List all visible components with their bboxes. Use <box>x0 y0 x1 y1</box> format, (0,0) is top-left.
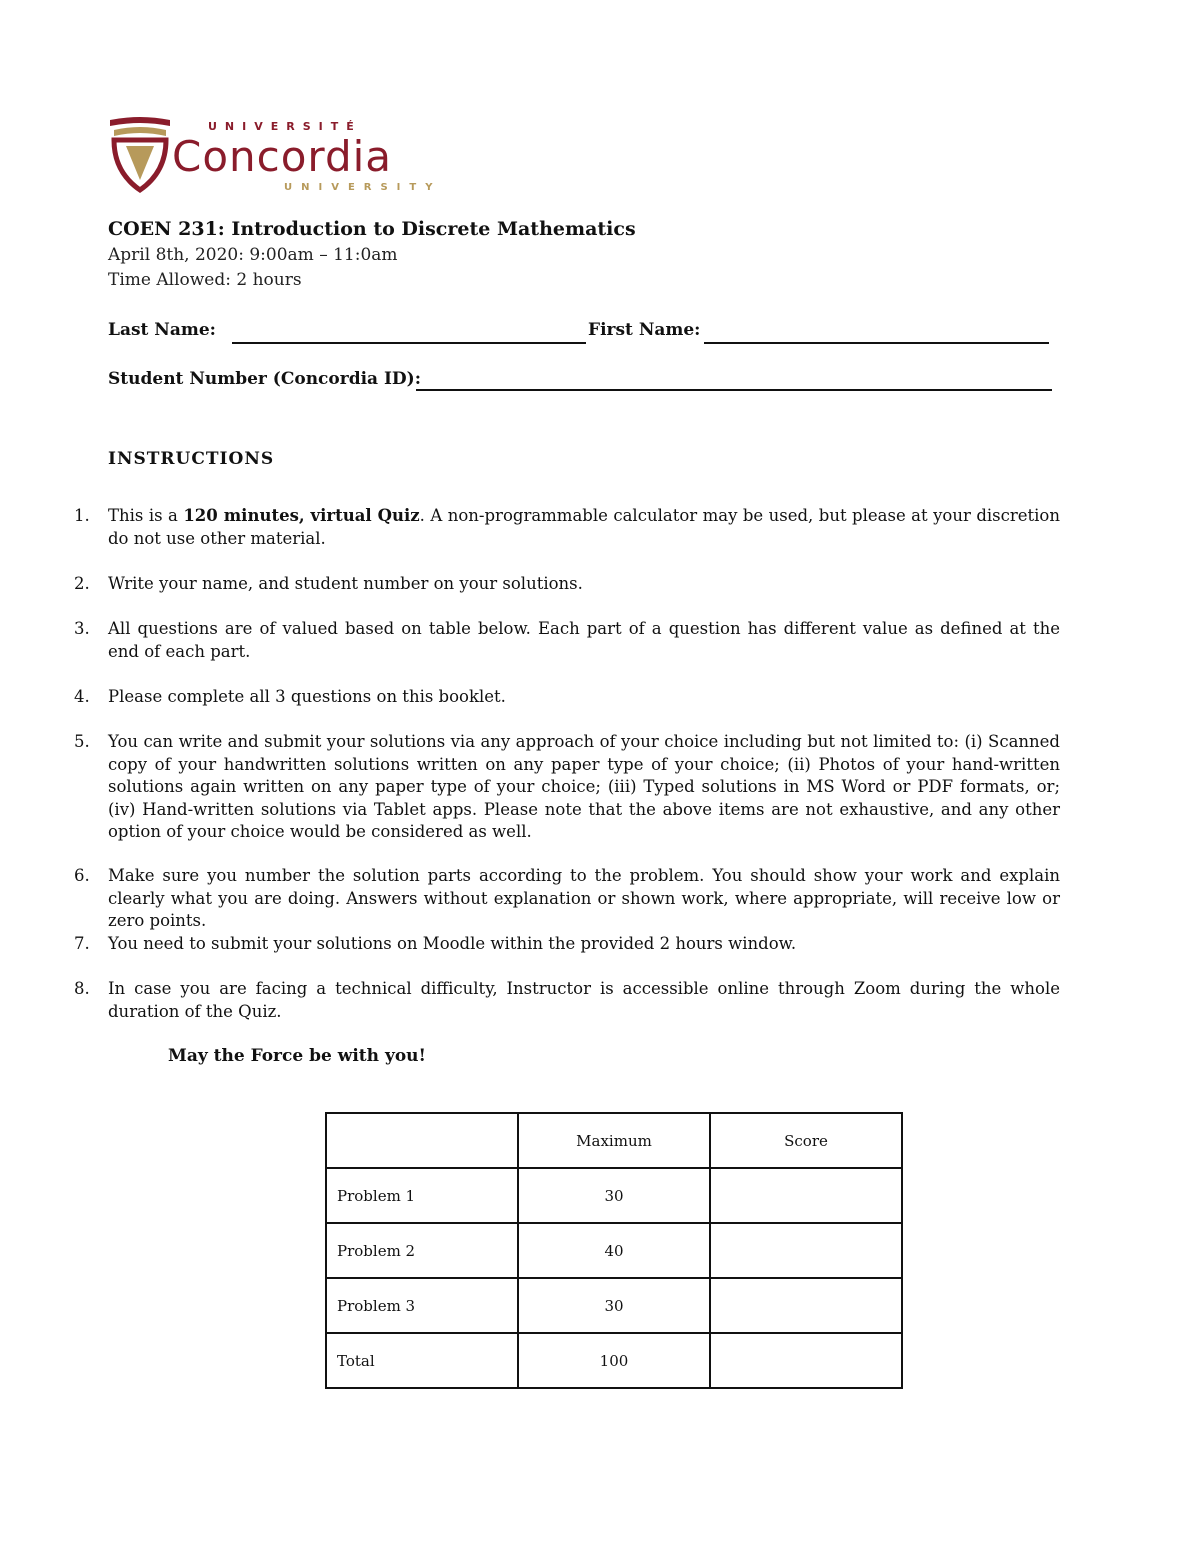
problem-label: Problem 3 <box>326 1278 518 1333</box>
shield-icon <box>108 116 172 196</box>
logo-main-text: Concordia <box>172 132 393 181</box>
instruction-item: 6. Make sure you number the solution parts according to the problem. You should show your work and explain clearly what you are doing. Answers without explanation or shown work, where appropriate, will receive low or zero points. <box>74 866 1060 930</box>
table-row <box>326 1223 902 1278</box>
university-logo <box>108 116 448 202</box>
first-name-label: First Name: <box>588 320 701 340</box>
maximum-value: 30 <box>518 1168 710 1223</box>
total-maximum: 100 <box>518 1333 710 1388</box>
score-cell[interactable] <box>710 1223 902 1278</box>
last-name-label: Last Name: <box>108 320 216 340</box>
table-row <box>326 1333 902 1388</box>
score-cell[interactable] <box>710 1168 902 1223</box>
instruction-item: 8. In case you are facing a technical difficulty, Instructor is accessible online through Zoom during the whole duration of the Quiz. <box>74 979 1060 1021</box>
instruction-item: 4. Please complete all 3 questions on this booklet. <box>74 687 506 706</box>
logo-top-text: UNIVERSITÉ <box>208 120 362 133</box>
table-header-cell: Score <box>710 1113 902 1168</box>
table-row <box>326 1278 902 1333</box>
exam-date: April 8th, 2020: 9:00am – 11:0am <box>108 245 398 265</box>
time-allowed: Time Allowed: 2 hours <box>108 270 302 290</box>
student-number-label: Student Number (Concordia ID): <box>108 369 421 389</box>
closing-line: May the Force be with you! <box>168 1046 426 1066</box>
course-title: COEN 231: Introduction to Discrete Mathematics <box>108 218 636 240</box>
problem-label: Problem 1 <box>326 1168 518 1223</box>
maximum-value: 40 <box>518 1223 710 1278</box>
instruction-item: 1. This is a 120 minutes, virtual Quiz. A non-programmable calculator may be used, but please at your discretion do not use other material. <box>74 506 1060 548</box>
student-number-field[interactable] <box>416 389 1052 391</box>
instruction-item: 3. All questions are of valued based on table below. Each part of a question has different value as defined at the end of each part. <box>74 619 1060 661</box>
last-name-field[interactable] <box>232 342 586 344</box>
instruction-item: 5. You can write and submit your solutions via any approach of your choice including but not limited to: (i) Scanned copy of your handwritten solutions written on any paper type of your choice; (ii) Photos of your hand-written solutions again written on any paper type of your choice; (iii) Typed solutions in MS Word or PDF formats, or; (iv) Hand-written solutions via Tablet apps. Please note that the above items are not exhaustive, and any other option of your choice would be considered as well. <box>74 732 1060 841</box>
table-row <box>326 1168 902 1223</box>
score-table <box>325 1112 903 1389</box>
table-header-cell: Maximum <box>518 1113 710 1168</box>
maximum-value: 30 <box>518 1278 710 1333</box>
instruction-item: 7. You need to submit your solutions on Moodle within the provided 2 hours window. <box>74 934 797 953</box>
table-header-cell <box>326 1113 518 1168</box>
total-score-cell[interactable] <box>710 1333 902 1388</box>
first-name-field[interactable] <box>704 342 1049 344</box>
problem-label: Problem 2 <box>326 1223 518 1278</box>
total-label: Total <box>326 1333 518 1388</box>
table-header-row <box>326 1113 902 1168</box>
score-cell[interactable] <box>710 1278 902 1333</box>
instruction-item: 2. Write your name, and student number on your solutions. <box>74 574 583 593</box>
instructions-heading: INSTRUCTIONS <box>108 449 275 469</box>
logo-bottom-text: UNIVERSITY <box>284 182 442 193</box>
